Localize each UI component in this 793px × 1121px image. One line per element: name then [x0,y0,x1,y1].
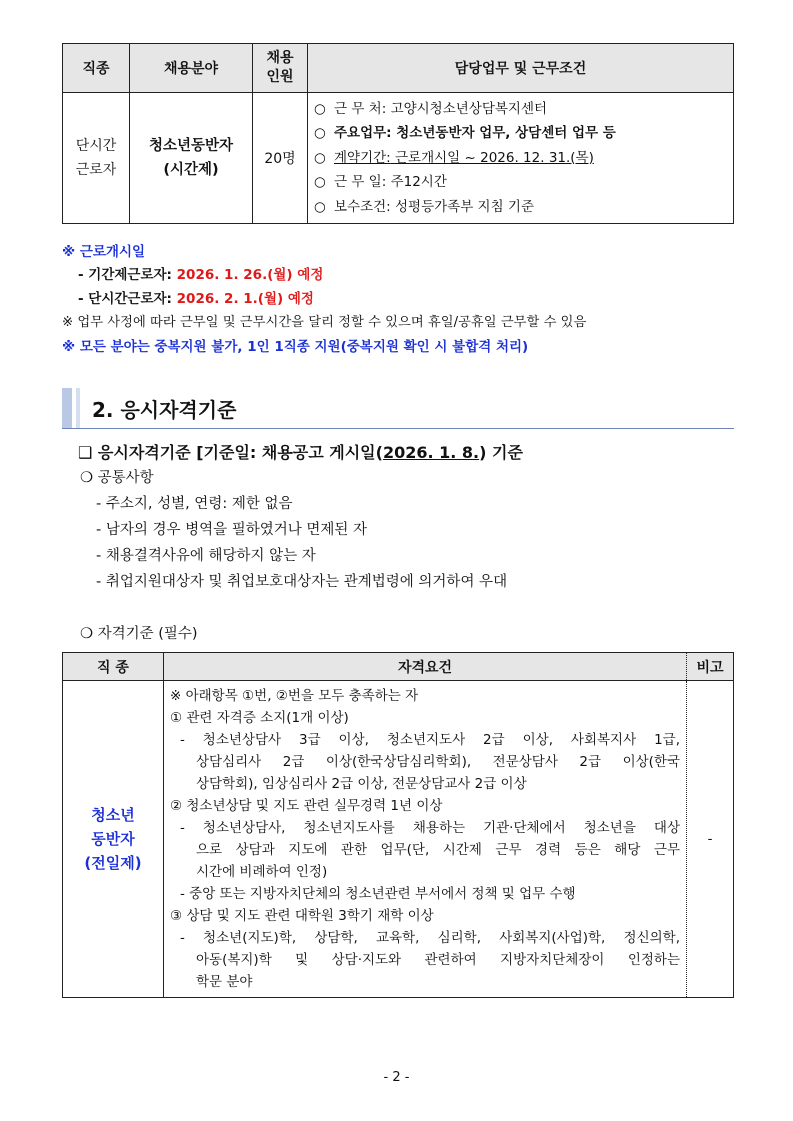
common-item: - 주소지, 성별, 연령: 제한 없음 [96,496,293,512]
header-field: 채용분야 [130,44,253,93]
table-row [63,93,734,224]
eligibility-heading: ❑ 응시자격기준 [기준일: 채용공고 게시일(2026. 1. 8.) 기준 [78,443,523,462]
section-heading [62,388,734,429]
requirement-line: 상담학회), 임상심리사 2급 이상, 전문상담교사 2급 이상 [196,776,527,792]
section-title: 2. 응시자격기준 [92,398,237,422]
header-job: 직 종 [63,653,164,681]
page-number: - 2 - [383,1070,410,1085]
common-item: - 채용결격사유에 해당하지 않는 자 [96,548,316,564]
duty-line: ○ 근 무 처: 고양시청소년상담복지센터 [314,100,548,117]
part-time-start: - 단시간근로자: 2026. 2. 1.(월) 예정 [78,291,314,307]
header-requirements: 자격요건 [164,653,687,681]
requirement-line: - 청소년상담사, 청소년지도사를 채용하는 기관·단체에서 청소년을 대상 [180,820,680,836]
work-schedule-note: ※ 업무 사정에 따라 근무일 및 근무시간을 달리 정할 수 있으며 휴일/공휴일 근무할 수 있음 [62,315,587,330]
requirement-line: ② 청소년상담 및 지도 관련 실무경력 1년 이상 [170,798,443,814]
cell-duties [308,93,734,224]
duty-line: ○ 계약기간: 근로개시일 ~ 2026. 12. 31.(목) [314,149,594,166]
duty-line: ○ 근 무 일: 주12시간 [314,174,447,191]
duty-line: ○ 보수조건: 성평등가족부 지침 기준 [314,198,535,215]
duty-line: ○ 주요업무: 청소년동반자 업무, 상담센터 업무 등 [314,125,616,142]
common-item: - 남자의 경우 병역을 필하였거나 면제된 자 [96,522,368,538]
header-count: 채용 인원 [253,44,308,93]
common-title: ❍ 공통사항 [80,470,154,486]
header-job-type: 직종 [63,44,130,93]
qualification-table [62,652,734,998]
requirement-line: 으로 상담과 지도에 관한 업무(단, 시간제 근무 경력 등은 해당 근무 [196,842,680,858]
common-item: - 취업지원대상자 및 취업보호대상자는 관계법령에 의거하여 우대 [96,574,508,590]
requirement-line: 아동(복지)학 및 상담·지도와 관련하여 지방자치단체장이 인정하는 [196,952,680,968]
header-remark: 비고 [687,653,734,681]
cell-field: 청소년동반자 (시간제) [130,93,253,224]
header-duties: 담당업무 및 근무조건 [308,44,734,93]
cell-job-type: 단시간 근로자 [63,93,130,224]
cell-count: 20명 [253,93,308,224]
cell-requirements [164,681,687,998]
duplicate-application-note: ※ 모든 분야는 중복지원 불가, 1인 1직종 지원(중복지원 확인 시 불합격 처리) [62,339,529,355]
requirement-title: ❍ 자격기준 (필수) [80,626,198,642]
requirement-line: - 청소년(지도)학, 상담학, 교육학, 심리학, 사회복지(사업)학, 정신의학, [180,930,680,946]
requirement-line: - 청소년상담사 3급 이상, 청소년지도사 2급 이상, 사회복지사 1급, [180,732,680,748]
fixed-term-start: - 기간제근로자: 2026. 1. 26.(월) 예정 [78,267,324,283]
section-bar-decoration [62,388,72,428]
table-header-row [63,44,734,93]
requirement-line: ① 관련 자격증 소지(1개 이상) [170,710,349,726]
requirement-line: 상담심리사 2급 이상(한국상담심리학회), 전문상담사 2급 이상(한국 [196,754,680,770]
table-row [63,681,734,998]
start-date-title: ※ 근로개시일 [62,244,146,260]
recruitment-table [62,43,734,224]
cell-job: 청소년 동반자 (전일제) [63,681,164,998]
requirement-line: ※ 아래항목 ①번, ②번을 모두 충족하는 자 [170,688,419,704]
requirement-line: 학문 분야 [196,974,253,990]
requirement-line: 시간에 비례하여 인정) [196,864,328,880]
section-bar-decoration [76,388,80,428]
requirement-line: ③ 상담 및 지도 관련 대학원 3학기 재학 이상 [170,908,434,924]
requirement-line: - 중앙 또는 지방자치단체의 청소년관련 부서에서 정책 및 업무 수행 [180,886,576,902]
table-header-row [63,653,734,681]
cell-remark: - [687,681,734,998]
